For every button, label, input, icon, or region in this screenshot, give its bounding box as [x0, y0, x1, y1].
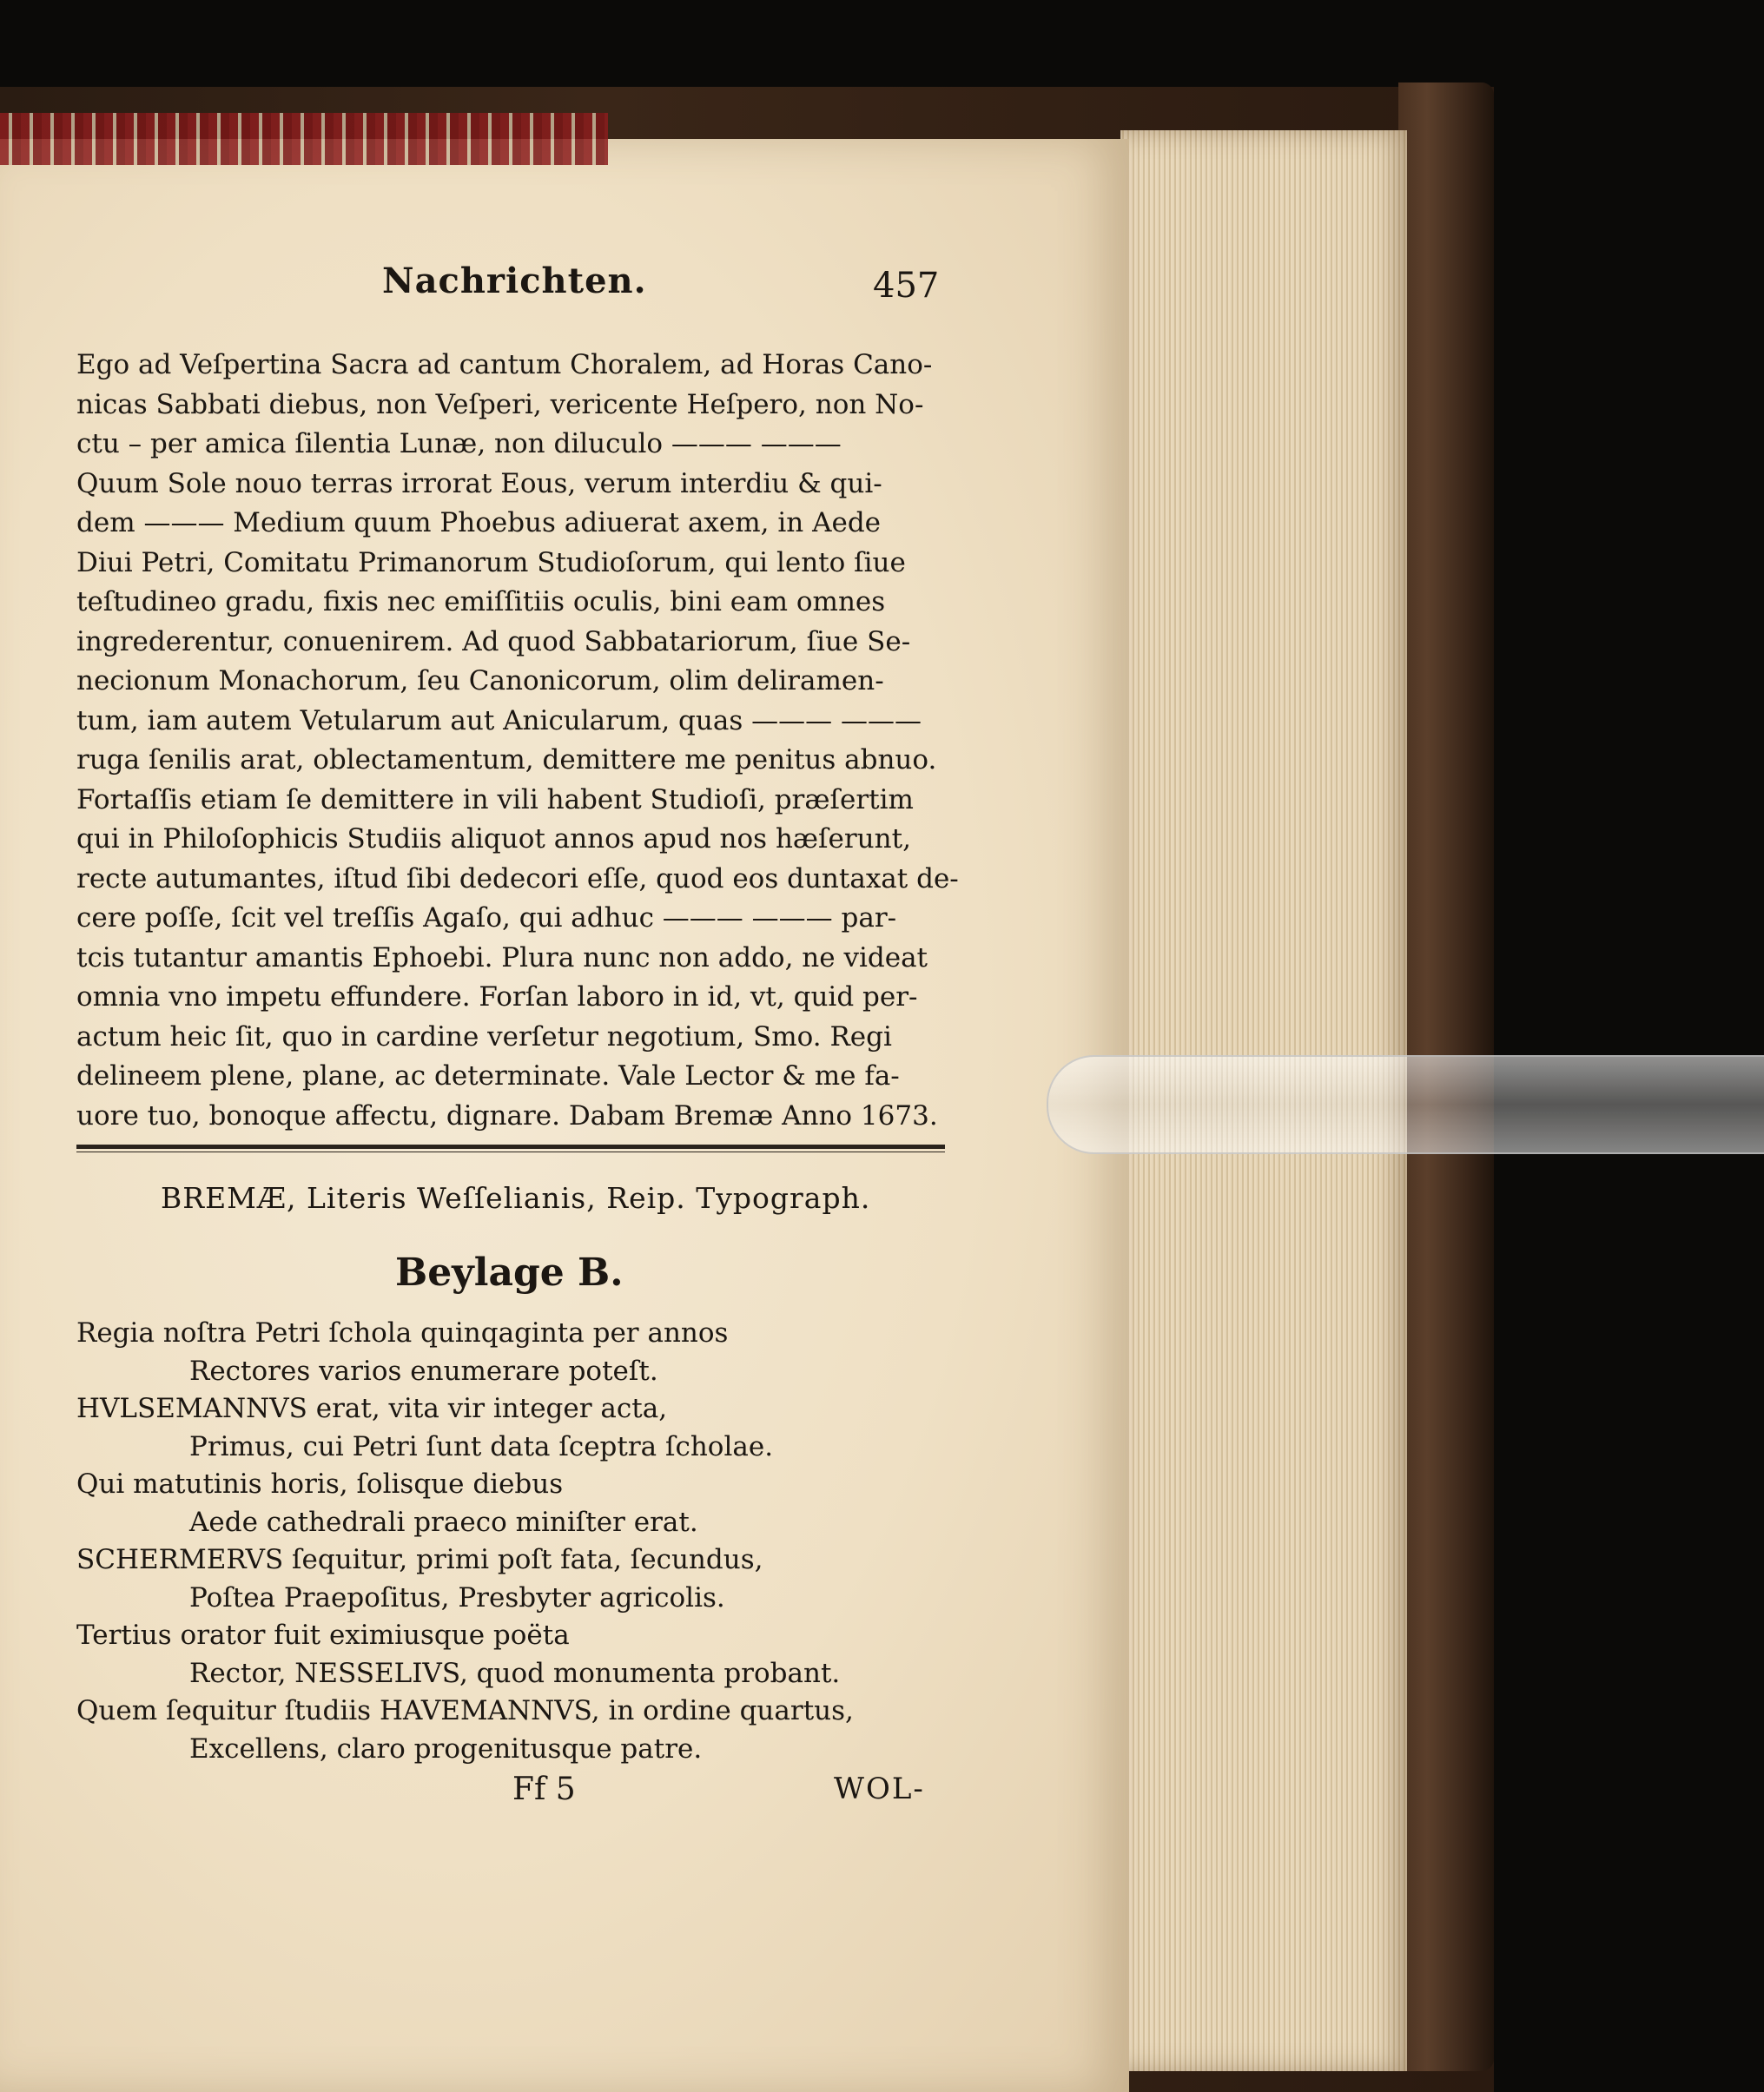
poem-line: Tertius orator fuit eximiusque poëta: [76, 1620, 570, 1651]
paragraph-line: uore tuo, bonoque affectu, dignare. Dabam Bremæ Anno 1673.: [76, 1099, 938, 1132]
poem-line: Poſtea Praepoſitus, Presbyter agricolis.: [189, 1581, 725, 1614]
paragraph-line: actum heic ſit, quo in cardine verſetur negotium, Smo. Regi: [76, 1020, 892, 1053]
headband-ribbon: [0, 113, 608, 165]
paragraph-line: necionum Monachorum, ſeu Canonicorum, olim deliramen-: [76, 665, 884, 696]
paragraph-line: recte autumantes, iſtud ſibi dedecori eſſe, quod eos duntaxat de-: [76, 862, 959, 894]
paragraph-line: Quum Sole nouo terras irrorat Eous, verum interdiu & qui-: [76, 467, 882, 499]
paragraph-line: qui in Philoſophicis Studiis aliquot annos apud nos hæſerunt,: [76, 823, 911, 855]
paragraph-line: cere poſſe, ſcit vel treſſis Agaſo, qui adhuc ——— ——— par-: [76, 902, 897, 934]
paragraph-line: ruga ſenilis arat, oblectamentum, demittere me penitus abnuo.: [76, 744, 937, 775]
page-holder-strip: [1047, 1055, 1764, 1154]
appendix-title: Beylage B.: [395, 1251, 624, 1295]
catchword: WOL-: [834, 1772, 925, 1806]
paragraph-line: tcis tutantur amantis Ephoebi. Plura nunc non addo, ne videat: [76, 941, 928, 973]
poem-line: Rectores varios enumerare poteſt.: [189, 1355, 658, 1387]
paragraph-line: Diui Petri, Comitatu Primanorum Studioſorum, qui lento ſiue: [76, 546, 906, 578]
divider-rule: [76, 1145, 945, 1149]
poem-line: HVLSEMANNVS erat, vita vir integer acta,: [76, 1393, 668, 1424]
paragraph-line: tum, iam autem Vetularum aut Anicularum, quas ——— ———: [76, 704, 922, 736]
paragraph-line: teſtudineo gradu, fixis nec emiſſitiis oculis, bini eam omnes: [76, 586, 886, 617]
poem-line: Quem ſequitur ſtudiis HAVEMANNVS, in ordine quartus,: [76, 1695, 854, 1726]
paragraph-line: omnia vno impetu effundere. Forſan laboro in id, vt, quid per-: [76, 981, 918, 1013]
page-number: 457: [873, 266, 940, 306]
poem-line: Aede cathedrali praeco miniſter erat.: [189, 1506, 698, 1538]
paragraph-line: delineem plene, plane, ac determinate. Vale Lector & me fa-: [76, 1060, 900, 1092]
poem-line: Excellens, claro progenitusque patre.: [189, 1732, 703, 1765]
paragraph-line: Ego ad Veſpertina Sacra ad cantum Choralem, ad Horas Cano-: [76, 349, 933, 380]
paragraph-line: dem ——— Medium quum Phoebus adiuerat axem, in Aede: [76, 507, 882, 538]
paragraph-line: Fortaſſis etiam ſe demittere in vili habent Studioſi, præſertim: [76, 783, 914, 815]
poem-line: Regia noſtra Petri ſchola quinqaginta per annos: [76, 1317, 729, 1349]
imprint: BREMÆ, Literis Weſſelianis, Reip. Typograph.: [161, 1181, 871, 1215]
poem-line: SCHERMERVS ſequitur, primi poſt fata, ſecundus,: [76, 1544, 763, 1575]
paragraph-line: ingrederentur, conuenirem. Ad quod Sabbatariorum, ſiue Se-: [76, 625, 911, 657]
paragraph-line: nicas Sabbati diebus, non Veſperi, vericente Heſpero, non No-: [76, 388, 924, 420]
poem-line: Qui matutinis horis, ſolisque diebus: [76, 1468, 564, 1500]
paragraph-line: ctu – per amica ſilentia Lunæ, non diluculo ——— ———: [76, 428, 842, 459]
running-head: Nachrichten.: [382, 261, 647, 301]
poem-line: Primus, cui Petri ſunt data ſceptra ſcholae.: [189, 1430, 774, 1462]
printer-signature: Ff 5: [512, 1772, 576, 1807]
poem-line: Rector, NESSELIVS, quod monumenta probant.: [189, 1657, 841, 1689]
